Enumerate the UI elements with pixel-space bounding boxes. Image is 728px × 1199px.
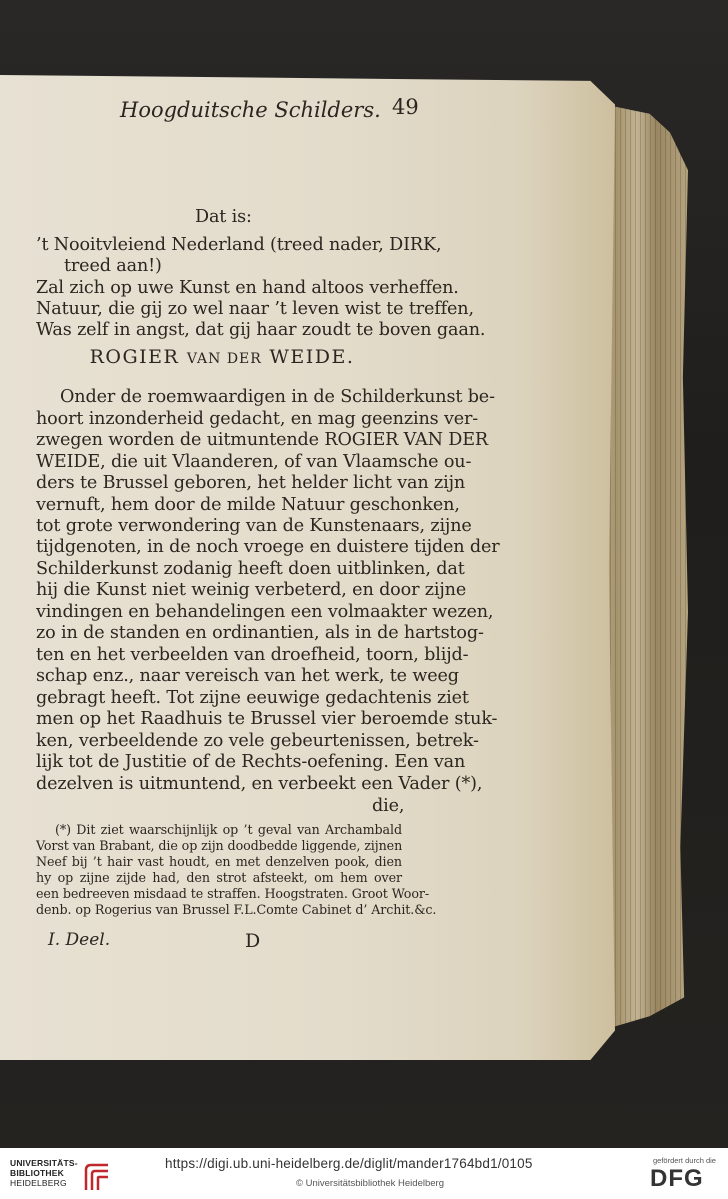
running-head: Hoogduitsche Schilders. (120, 98, 381, 122)
body-line: ders te Brussel geboren, het helder licht van zijn (36, 473, 466, 493)
body-line: Onder de roemwaardigen in de Schilderkunst be- (60, 387, 495, 407)
signature-volume: I. Deel. (48, 930, 111, 950)
footnote-line: (*) Dit ziet waarschijnlijk op ’t geval van Archambald (55, 822, 402, 837)
library-name: UNIVERSITÄTS- BIBLIOTHEK HEIDELBERG (10, 1158, 78, 1188)
poem-line: treed aan!) (64, 256, 162, 276)
body-line: lijk tot de Justitie of de Rechts-oefening. Een van (36, 752, 466, 772)
catchword: die, (372, 796, 405, 816)
permalink-url[interactable]: https://digi.ub.uni-heidelberg.de/diglit/mander1764bd1/0105 (165, 1156, 533, 1171)
body-line: hij die Kunst niet weinig verbeterd, en door zijne (36, 580, 467, 600)
body-line: dezelven is uitmuntend, en verbeekt een Vader (*), (36, 774, 483, 794)
poem-line: ’t Nooitvleiend Nederland (treed nader, DIRK, (36, 235, 442, 255)
body-line: hoort inzonderheid gedacht, en mag geenzins ver- (36, 409, 479, 429)
section-heading: ROGIER VAN DER WEIDE. (89, 346, 355, 368)
footnote-line: hy op zijne zijde had, den strot afsteekt, om hem over (36, 870, 402, 885)
body-line: zwegen worden de uitmuntende ROGIER VAN DER (36, 430, 489, 450)
footnote-line: denb. op Rogerius van Brussel F.L.Comte Cabinet d’ Archit.&c. (36, 902, 437, 917)
body-line: tot grote verwondering van de Kunstenaars, zijne (36, 516, 472, 536)
page-number: 49 (392, 95, 419, 119)
body-line: vernuft, hem door de milde Natuur geschonken, (36, 495, 460, 515)
body-line: zo in de standen en ordinantien, als in de hartstog- (36, 623, 484, 643)
library-emblem-icon (82, 1162, 112, 1192)
signature-mark: D (245, 930, 261, 952)
library-logo[interactable] (10, 1158, 102, 1192)
footnote-line: een bedreeven misdaad te straffen. Hoogstraten. Groot Woor- (36, 886, 430, 901)
body-line: men op het Raadhuis te Brussel vier beroemde stuk- (36, 709, 498, 729)
poem-intro: Dat is: (195, 207, 252, 227)
body-line: ten en het verbeelden van droefheid, toorn, blijd- (36, 645, 469, 665)
body-line: gebragt heeft. Tot zijne eeuwige gedachtenis ziet (36, 688, 469, 708)
footnote-line: Vorst van Brabant, die op zijn doodbedde liggende, zijnen (36, 838, 403, 853)
dfg-logo[interactable]: DFG (650, 1165, 704, 1192)
body-line: Schilderkunst zodanig heeft doen uitblinken, dat (36, 559, 465, 579)
body-line: vindingen en behandelingen een volmaakter wezen, (36, 602, 494, 622)
body-line: schap enz., naar vereisch van het werk, te weeg (36, 666, 459, 686)
copyright-notice: © Universitätsbibliothek Heidelberg (296, 1178, 444, 1189)
viewer-footer (0, 1148, 728, 1199)
body-line: ken, verbeeldende zo vele gebeurtenissen, betrek- (36, 731, 479, 751)
footnote-line: Neef bij ’t hair vast houdt, en met denzelven pook, dien (36, 854, 402, 869)
poem-line: Zal zich op uwe Kunst en hand altoos verheffen. (36, 278, 459, 298)
body-line: WEIDE, die uit Vlaanderen, of van Vlaamsche ou- (36, 452, 472, 472)
funder-caption: gefördert durch die (653, 1156, 716, 1165)
body-line: tijdgenoten, in de noch vroege en duistere tijden der (36, 537, 500, 557)
poem-line: Natuur, die gij zo wel naar ’t leven wist te treffen, (36, 299, 474, 319)
poem-line: Was zelf in angst, dat gij haar zoudt te boven gaan. (36, 320, 486, 340)
